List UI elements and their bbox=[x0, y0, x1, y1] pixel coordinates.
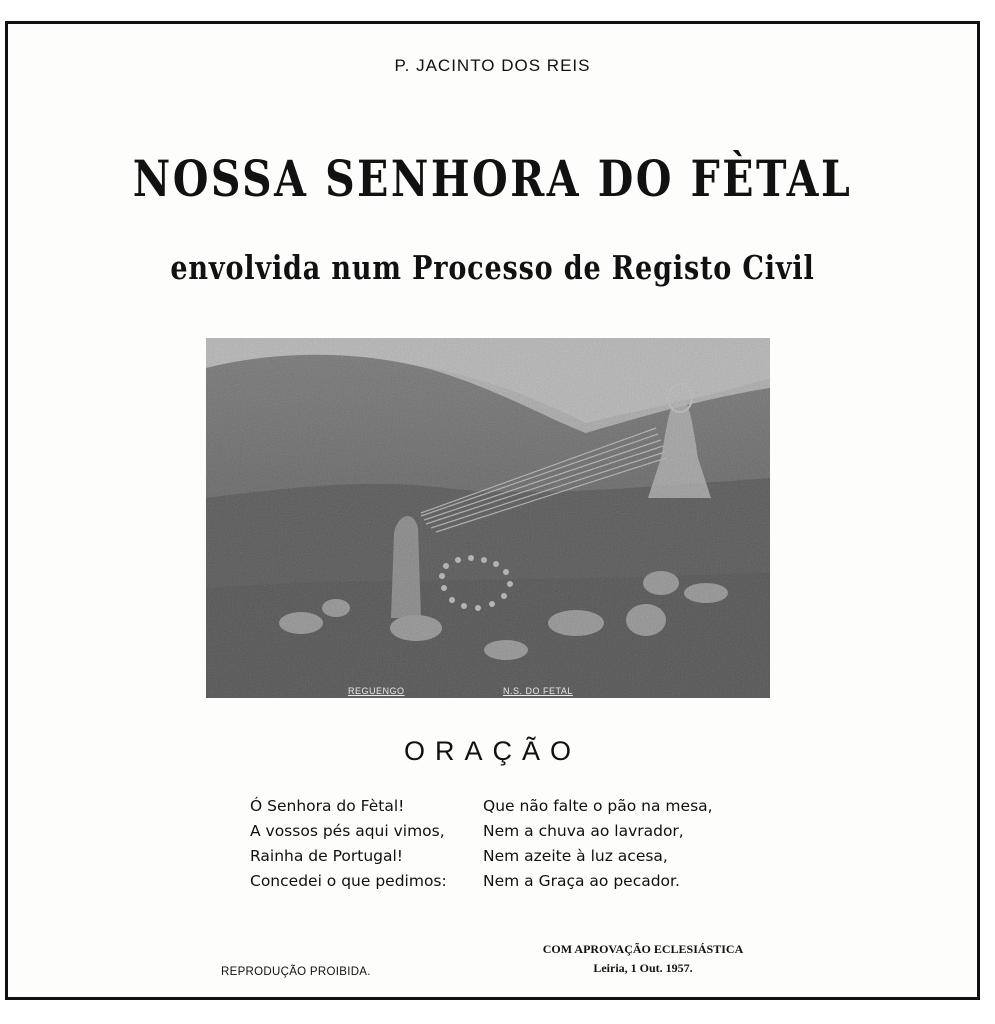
prayer-line: Concedei o que pedimos: bbox=[250, 872, 447, 890]
prayer-line: Ó Senhora do Fètal! bbox=[250, 797, 405, 815]
prayer-line: Nem a chuva ao lavrador, bbox=[483, 822, 684, 840]
page-frame bbox=[5, 21, 980, 1000]
photo-caption-right: N.S. DO FETAL bbox=[503, 686, 573, 696]
landscape-illustration bbox=[206, 338, 770, 698]
prayer-line: Nem azeite à luz acesa, bbox=[483, 847, 668, 865]
prayer-stanza-left bbox=[250, 794, 447, 894]
approval-place-date: Leiria, 1 Out. 1957. bbox=[593, 961, 693, 975]
page-subtitle: envolvida num Processo de Registo Civil bbox=[170, 248, 815, 287]
prayer-stanza-right bbox=[483, 794, 713, 894]
page-title: NOSSA SENHORA DO FÈTAL bbox=[132, 149, 853, 208]
cover-photo bbox=[206, 338, 770, 698]
prayer-line: A vossos pés aqui vimos, bbox=[250, 822, 445, 840]
author-name: P. JACINTO DOS REIS bbox=[394, 56, 591, 75]
ecclesiastical-approval bbox=[513, 940, 773, 978]
approval-text: COM APROVAÇÃO ECLESIÁSTICA bbox=[542, 942, 744, 956]
prayer-line: Que não falte o pão na mesa, bbox=[483, 797, 713, 815]
prayer-line: Nem a Graça ao pecador. bbox=[483, 872, 680, 890]
prayer-heading: ORAÇÃO bbox=[403, 736, 582, 766]
prayer-line: Rainha de Portugal! bbox=[250, 847, 404, 865]
photo-caption-left: REGUENGO bbox=[348, 686, 405, 696]
reproduction-notice: REPRODUÇÃO PROIBIDA. bbox=[221, 966, 371, 978]
